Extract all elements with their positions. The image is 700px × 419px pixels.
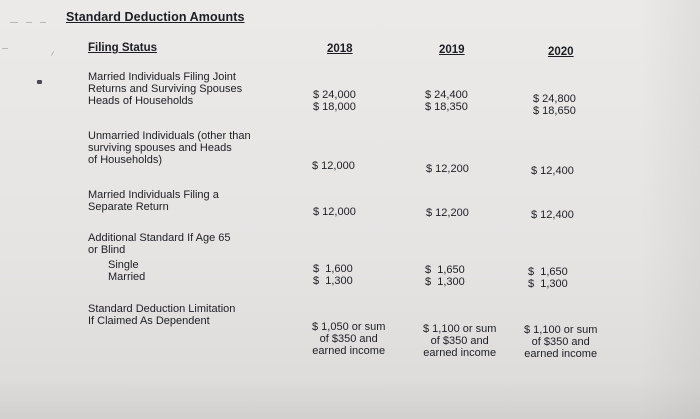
row-joint-2018 xyxy=(313,89,356,113)
value-cell: $ 18,650 xyxy=(533,105,576,117)
header-2018: 2018 xyxy=(327,43,353,55)
row-limitation-2018 xyxy=(312,321,385,357)
value-cell: $ 24,400 xyxy=(425,89,468,101)
value-cell: $ 1,100 or sum xyxy=(524,324,598,336)
row-limitation-2020 xyxy=(524,324,597,360)
row-joint-label xyxy=(88,71,242,107)
row-additional-2019 xyxy=(425,264,465,288)
header-filing-status: Filing Status xyxy=(88,42,157,54)
value-cell: $ 1,050 or sum xyxy=(312,321,386,333)
sublabel-single: Single xyxy=(108,259,139,271)
row-additional-2020 xyxy=(528,266,568,290)
value-cell: earned income xyxy=(524,348,598,360)
value-cell: $ 24,000 xyxy=(313,89,356,101)
row-limitation-label-line: Standard Deduction Limitation xyxy=(88,303,236,315)
row-additional-label-line: or Blind xyxy=(88,244,126,256)
value-cell: $ 18,350 xyxy=(425,101,468,113)
row-unmarried-label-line: surviving spouses and Heads xyxy=(88,142,232,154)
row-additional-2018 xyxy=(313,263,353,287)
value-cell: of $350 and xyxy=(430,335,489,347)
value-cell: $ 1,300 xyxy=(528,278,568,290)
row-limitation-label xyxy=(88,303,235,327)
value-cell: $ 1,100 or sum xyxy=(423,323,497,335)
row-additional-label xyxy=(88,232,231,256)
row-separate-label xyxy=(88,189,219,213)
header-2020: 2020 xyxy=(548,46,574,58)
row-joint-label-line: Heads of Households xyxy=(88,95,194,107)
page-shadow-right xyxy=(640,0,700,419)
value-cell: of $350 and xyxy=(531,336,590,348)
value-cell: earned income xyxy=(312,345,386,357)
sublabel-married: Married xyxy=(108,271,146,283)
value-cell: $ 1,650 xyxy=(528,266,568,278)
row-unmarried-label-line: Unmarried Individuals (other than xyxy=(88,130,251,142)
header-2019: 2019 xyxy=(439,44,465,56)
row-joint-label-line: Married Individuals Filing Joint xyxy=(88,71,236,83)
row-separate-label-line: Separate Return xyxy=(88,201,169,213)
row-additional-label-line: Additional Standard If Age 65 xyxy=(88,232,231,244)
row-separate-2018: $ 12,000 xyxy=(313,206,356,218)
row-joint-2020 xyxy=(533,93,576,117)
row-separate-label-line: Married Individuals Filing a xyxy=(88,189,219,201)
row-unmarried-label xyxy=(88,130,251,166)
value-cell: of $350 and xyxy=(319,333,378,345)
value-cell: earned income xyxy=(423,347,497,359)
value-cell: $ 1,600 xyxy=(313,263,353,275)
row-joint-2019 xyxy=(425,89,468,113)
row-limitation-label-line: If Claimed As Dependent xyxy=(88,315,210,327)
margin-marks xyxy=(0,0,60,100)
row-joint-label-line: Returns and Surviving Spouses xyxy=(88,83,243,95)
row-separate-2020: $ 12,400 xyxy=(531,209,574,221)
value-cell: $ 18,000 xyxy=(313,101,356,113)
row-unmarried-2018: $ 12,000 xyxy=(312,160,355,172)
row-unmarried-2020: $ 12,400 xyxy=(531,165,574,177)
value-cell: $ 1,300 xyxy=(425,276,465,288)
page-shadow-bottom xyxy=(0,379,700,419)
row-additional-sublabels xyxy=(108,259,145,283)
value-cell: $ 24,800 xyxy=(533,93,576,105)
page-title: Standard Deduction Amounts xyxy=(66,10,245,24)
row-unmarried-2019: $ 12,200 xyxy=(426,163,469,175)
row-limitation-2019 xyxy=(423,323,496,359)
row-unmarried-label-line: of Households) xyxy=(88,154,162,166)
row-separate-2019: $ 12,200 xyxy=(426,207,469,219)
value-cell: $ 1,300 xyxy=(313,275,353,287)
value-cell: $ 1,650 xyxy=(425,264,465,276)
